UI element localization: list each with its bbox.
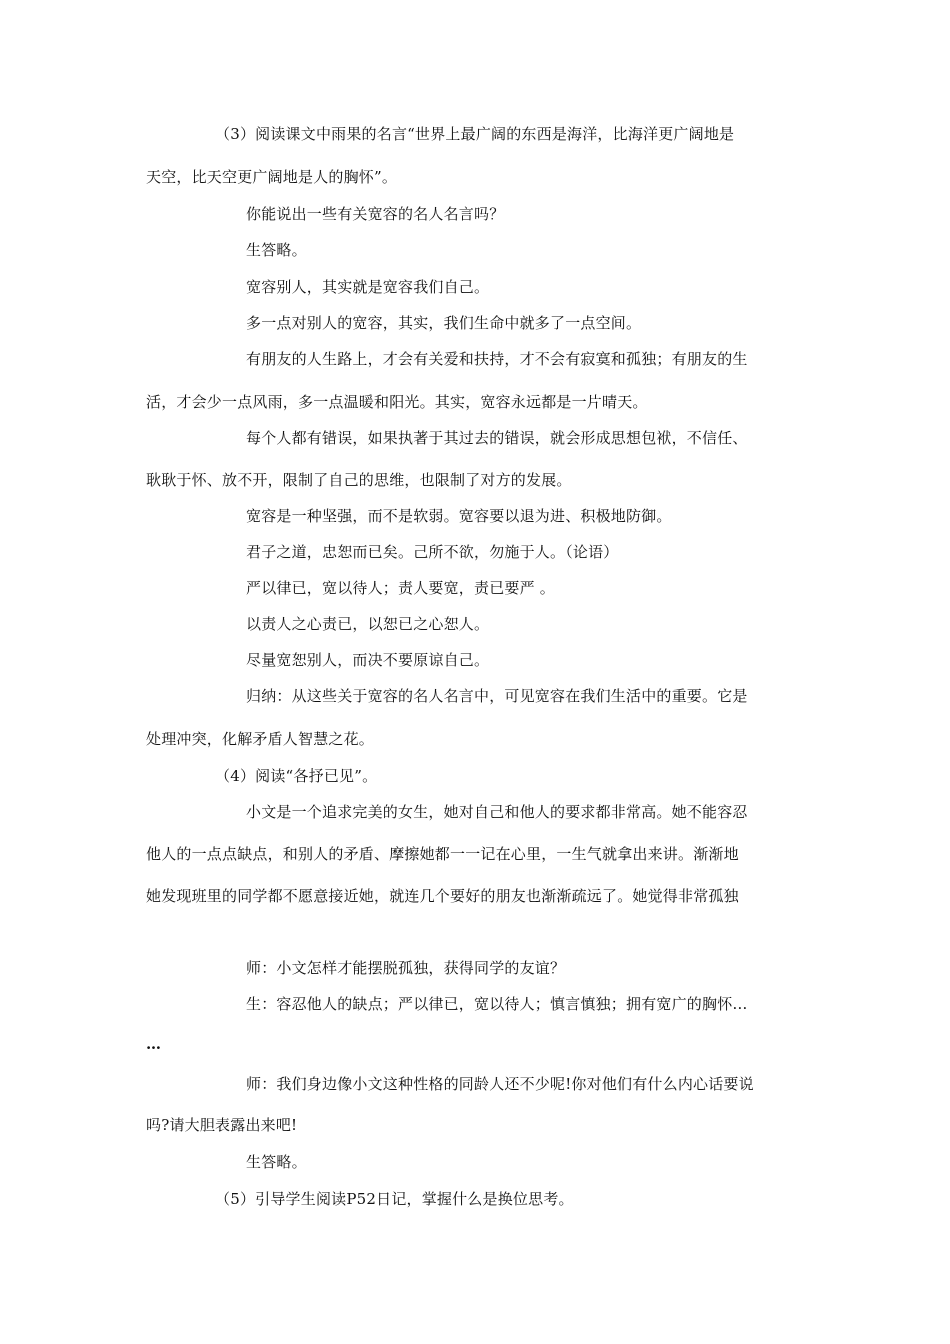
story-line: 小文是一个追求完美的女生，她对自己和他人的要求都非常高。她不能容忍 (246, 803, 748, 821)
quote-line: 每个人都有错误，如果执著于其过去的错误，就会形成思想包袱，不信任、 (246, 429, 748, 447)
quote-line: 有朋友的人生路上，才会有关爱和扶持，才不会有寂寞和孤独；有朋友的生 (246, 350, 748, 368)
quote-line-cont: 耿耿于怀、放不开，限制了自己的思维，也限制了对方的发展。 (146, 471, 572, 489)
quote-line: 君子之道，忠恕而已矣。己所不欲，勿施于人。（论语） (246, 543, 619, 561)
paragraph-5-heading: （5）引导学生阅读P52日记，掌握什么是换位思考。 (215, 1190, 574, 1208)
question-text: 你能说出一些有关宽容的名人名言吗？ (246, 205, 505, 223)
summary-line-cont: 处理冲突，化解矛盾人智慧之花。 (146, 730, 375, 748)
quote-line: 以责人之心责已，以恕已之心恕人。 (246, 615, 490, 633)
answer-text: 生答略。 (246, 1153, 307, 1171)
quote-line: 严以律已，宽以待人；责人要宽，责已要严 。 (246, 579, 555, 597)
student-line: 生：容忍他人的缺点；严以律已，宽以待人；慎言慎独；拥有宽广的胸怀… (246, 995, 748, 1013)
story-line-cont: 她发现班里的同学都不愿意接近她，就连几个要好的朋友也渐渐疏远了。她觉得非常孤独 (146, 887, 739, 905)
summary-line: 归纳：从这些关于宽容的名人名言中，可见宽容在我们生活中的重要。它是 (246, 687, 748, 705)
student-line-cont: … (146, 1035, 162, 1053)
paragraph-3-heading-cont: 天空，比天空更广阔地是人的胸怀”。 (146, 168, 398, 186)
teacher-line-cont: 吗?请大胆表露出来吧! (146, 1116, 298, 1134)
quote-line: 宽容是一种坚强，而不是软弱。宽容要以退为进、积极地防御。 (246, 507, 672, 525)
quote-line: 尽量宽恕别人，而决不要原谅自己。 (246, 651, 490, 669)
story-line-cont: 他人的一点点缺点，和别人的矛盾、摩擦她都一一记在心里，一生气就拿出来讲。渐渐地 (146, 845, 739, 863)
answer-text: 生答略。 (246, 241, 307, 259)
teacher-line: 师：我们身边像小文这种性格的同龄人还不少呢!你对他们有什么内心话要说 (246, 1075, 754, 1093)
quote-line: 宽容别人，其实就是宽容我们自己。 (246, 278, 490, 296)
teacher-line: 师：小文怎样才能摆脱孤独，获得同学的友谊？ (246, 959, 566, 977)
quote-line-cont: 活，才会少一点风雨，多一点温暖和阳光。其实，宽容永远都是一片晴天。 (146, 393, 648, 411)
quote-line: 多一点对别人的宽容，其实，我们生命中就多了一点空间。 (246, 314, 642, 332)
paragraph-4-heading: （4）阅读“各抒已见”。 (215, 767, 378, 785)
paragraph-3-heading: （3）阅读课文中雨果的名言“世界上最广阔的东西是海洋，比海洋更广阔地是 (215, 125, 735, 143)
